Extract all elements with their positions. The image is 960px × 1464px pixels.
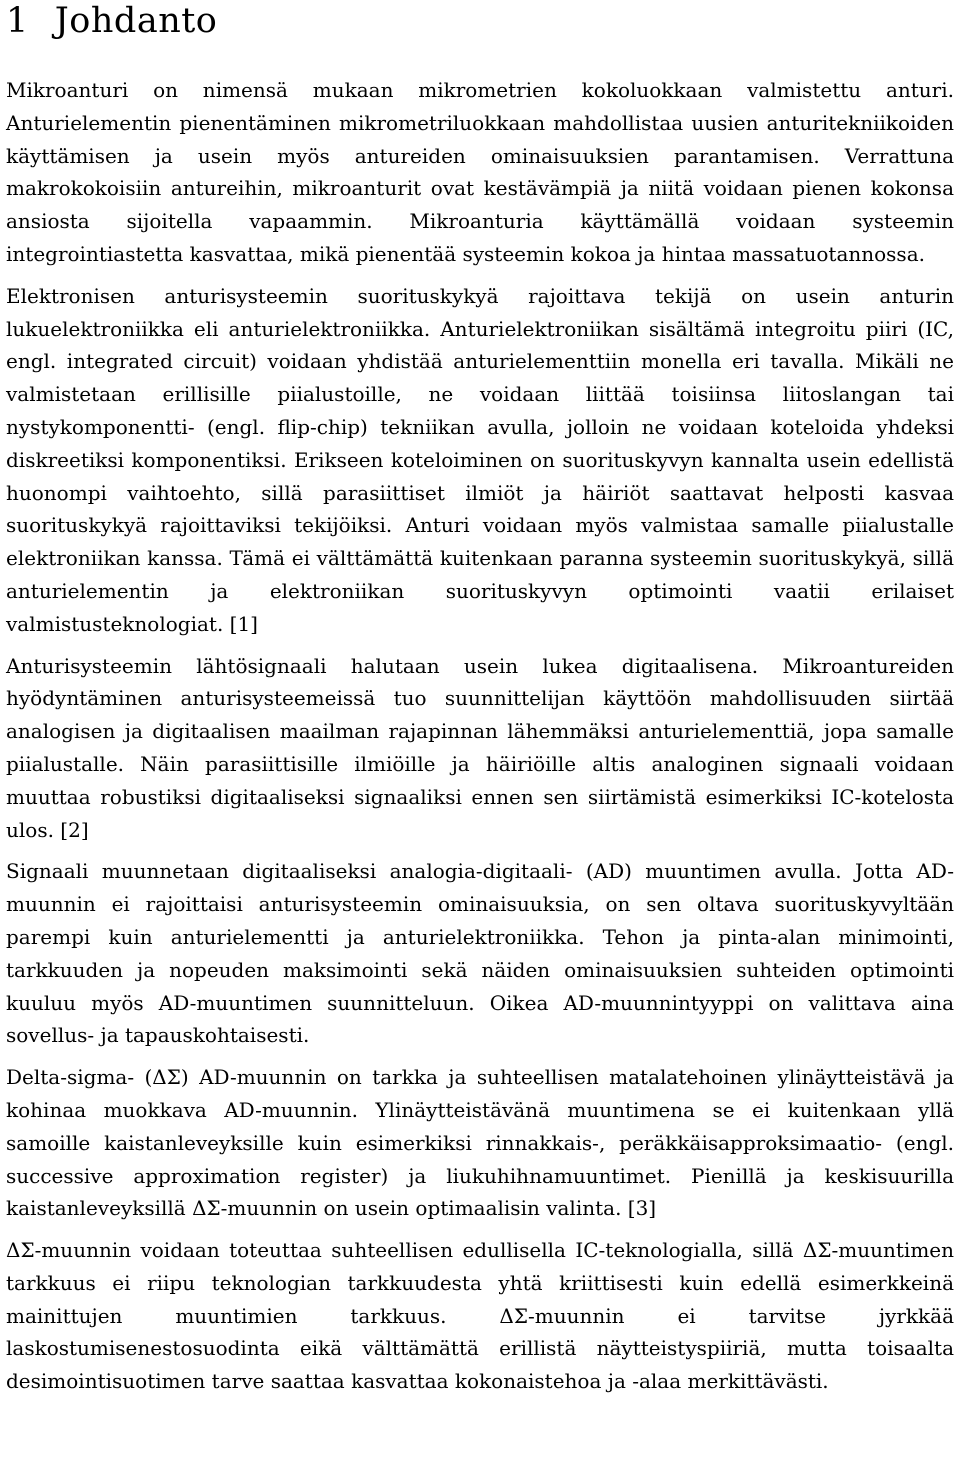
paragraph-5: Delta-sigma- (ΔΣ) AD-muunnin on tarkka ja suhteellisen matalatehoinen ylinäytteistävä ja kohinaa muokkava AD-muunnin. Ylinäytteistävänä muuntimena se ei kuitenkaan yllä samoille kaistanleveyksille kuin esimerkiksi rinnakkais-, peräkkäisapproksimaatio- (engl. successive approximation register) ja liukuhihnamuuntimet. Pienillä ja keskisuurilla kaistanleveyksillä ΔΣ-muunnin on usein optimaalisin valinta. [3] [6,1065,954,1221]
section-title: Johdanto [54,1,218,41]
paragraph-1: Mikroanturi on nimensä mukaan mikrometrien kokoluokkaan valmistettu anturi. Anturielementin pienentäminen mikrometriluokkaan mahdollistaa uusien anturitekniikoiden käyttämisen ja usein myös antureiden ominaisuuksien parantamisen. Verrattuna makrokokoisiin antureihin, mikroanturit ovat kestävämpiä ja niitä voidaan pienen kokonsa ansiosta sijoitella vapaammin. Mikroanturia käyttämällä voidaan systeemin integrointiastetta kasvattaa, mikä pienentää systeemin kokoa ja hintaa massatuotannossa. [6,78,954,266]
paragraph-3: Anturisysteemin lähtösignaali halutaan usein lukea digitaalisena. Mikroantureiden hyödyntäminen anturisysteemeissä tuo suunnittelijan käyttöön mahdollisuuden siirtää analogisen ja digitaalisen maailman rajapinnan lähemmäksi anturielementtiä, jopa samalle piialustalle. Näin parasiittisille ilmiöille ja häiriöille altis analoginen signaali voidaan muuttaa robustiksi digitaaliseksi signaaliksi ennen sen siirtämistä esimerkiksi IC-kotelosta ulos. [2] [6,653,954,842]
paragraph-2: Elektronisen anturisysteemin suorituskykyä rajoittava tekijä on usein anturin lukuelektroniikka eli anturielektroniikka. Anturielektroniikan sisältämä integroitu piiri (IC, engl. integrated circuit) voidaan yhdistää anturielementtiin monella eri tavalla. Mikäli ne valmistetaan erillisille piialustoille, ne voidaan liittää toisiinsa liitoslangan tai nystykomponentti- (engl. flip-chip) tekniikan avulla, jolloin ne voidaan koteloida yhdeksi diskreetiksi komponentiksi. Erikseen koteloiminen on suorituskyvyn kannalta usein edellistä huonompi vaihtoehto, sillä parasiittiset ilmiöt ja häiriöt saattavat helposti kasvaa suorituskykyä rajoittaviksi tekijöiksi. Anturi voidaan myös valmistaa samalle piialustalle elektroniikan kanssa. Tämä ei välttämättä kuitenkaan paranna systeemin suorituskykyä, sillä anturielementin ja elektroniikan suorituskyvyn optimointi vaatii erilaiset valmistusteknologiat. [1] [6,283,954,636]
section-number: 1 [6,1,29,41]
paragraph-6: ΔΣ-muunnin voidaan toteuttaa suhteellisen edullisella IC-teknologialla, sillä ΔΣ-muuntimen tarkkuus ei riipu teknologian tarkkuudesta yhtä kriittisesti kuin edellä esimerkkeinä mainittujen muuntimien tarkkuus. ΔΣ-muunnin ei tarvitse jyrkkää laskostumisenestosuodinta eikä välttämättä erillistä näytteistyspiiriä, mutta toisaalta desimointisuotimen tarve saattaa kasvattaa kokonaistehoa ja -alaa merkittävästi. [6,1238,954,1394]
paragraph-4: Signaali muunnetaan digitaaliseksi analogia-digitaali- (AD) muuntimen avulla. Jotta AD-muunnin ei rajoittaisi anturisysteemin ominaisuuksia, on sen oltava suorituskyvyltään parempi kuin anturielementti ja anturielektroniikka. Tehon ja pinta-alan minimointi, tarkkuuden ja nopeuden maksimointi sekä näiden ominaisuuksien suhteiden optimointi kuuluu myös AD-muuntimen suunnitteluun. Oikea AD-muunnintyyppi on valittava aina sovellus- ja tapauskohtaisesti. [6,859,954,1048]
section-heading [6,0,954,42]
